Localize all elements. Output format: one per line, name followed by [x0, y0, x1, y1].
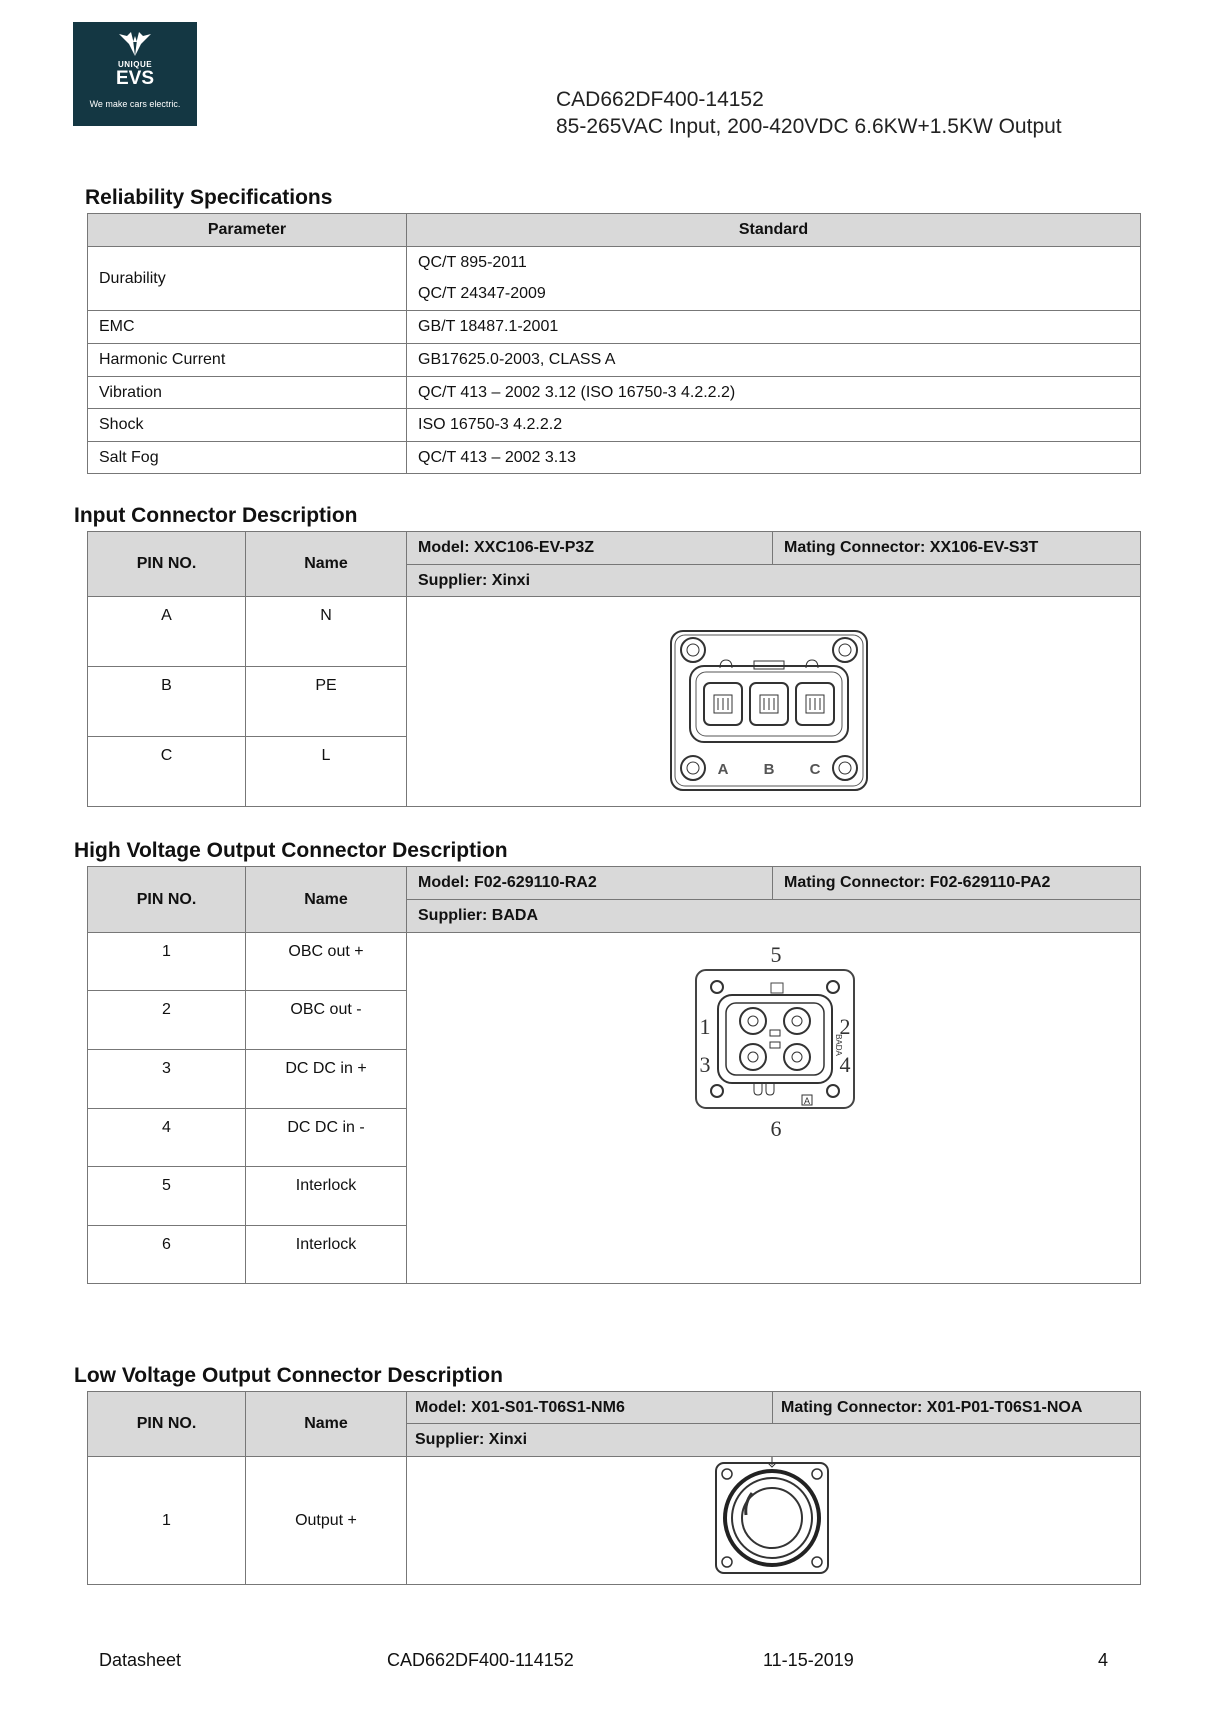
mating-cell: Mating Connector: F02-629110-PA2 [773, 867, 1141, 900]
doc-description: 85-265VAC Input, 200-420VDC 6.6KW+1.5KW Output [556, 115, 1062, 138]
col-header-name: Name [246, 1392, 407, 1457]
pin-cell: 2 [88, 991, 246, 1050]
param-cell: Shock [88, 409, 407, 442]
col-header-pin: PIN NO. [88, 532, 246, 597]
pin-cell: 4 [88, 1109, 246, 1167]
name-cell: N [246, 597, 407, 667]
col-header-name: Name [246, 532, 407, 597]
diagram-label-4: 4 [839, 1052, 851, 1077]
reliability-title: Reliability Specifications [85, 186, 333, 209]
diagram-label-1: 1 [699, 1014, 711, 1039]
lv-connector-diagram [712, 1455, 832, 1577]
reliability-table [87, 213, 1141, 474]
col-header-parameter: Parameter [88, 214, 407, 247]
pin-cell: 1 [88, 1457, 246, 1585]
doc-model-number: CAD662DF400-14152 [556, 88, 764, 111]
pin-cell: 6 [88, 1226, 246, 1284]
standard-cell: ISO 16750-3 4.2.2.2 [407, 409, 1141, 442]
wings-icon [117, 30, 153, 58]
model-cell: Model: X01-S01-T06S1-NM6 [407, 1392, 773, 1424]
table-row [88, 442, 1141, 474]
pin-cell: 1 [88, 933, 246, 991]
name-cell: DC DC in - [246, 1109, 407, 1167]
name-cell: Output + [246, 1457, 407, 1585]
pin-cell: A [88, 597, 246, 667]
mating-cell: Mating Connector: XX106-EV-S3T [773, 532, 1141, 565]
pin-label-a: A [717, 761, 729, 778]
mating-cell: Mating Connector: X01-P01-T06S1-NOA [773, 1392, 1141, 1424]
logo-tagline: We make cars electric. [89, 99, 181, 109]
standard-cell: GB/T 18487.1-2001 [407, 311, 1141, 344]
lv-connector-table [87, 1391, 1141, 1585]
model-cell: Model: F02-629110-RA2 [407, 867, 773, 900]
name-cell: OBC out + [246, 933, 407, 991]
company-logo [73, 22, 197, 126]
supplier-cell: Supplier: Xinxi [407, 1424, 1141, 1457]
standard-cell: GB17625.0-2003, CLASS A [407, 344, 1141, 377]
name-cell: DC DC in + [246, 1050, 407, 1109]
param-cell: EMC [88, 311, 407, 344]
col-header-pin: PIN NO. [88, 867, 246, 933]
pin-label-b: B [763, 761, 775, 778]
input-connector-diagram [668, 628, 870, 793]
diagram-label-2: 2 [839, 1014, 851, 1039]
name-cell: Interlock [246, 1167, 407, 1226]
table-row [88, 1457, 1141, 1585]
table-row [88, 597, 1141, 667]
logo-text-big: EVS [115, 68, 155, 89]
pin-cell: 3 [88, 1050, 246, 1109]
logo-text-small: UNIQUE [117, 60, 153, 69]
pin-cell: 5 [88, 1167, 246, 1226]
standard-cell: QC/T 413 – 2002 3.12 (ISO 16750-3 4.2.2.2) [407, 377, 1141, 409]
param-cell: Vibration [88, 377, 407, 409]
lv-connector-title: Low Voltage Output Connector Description [74, 1364, 503, 1387]
supplier-cell: Supplier: Xinxi [407, 565, 1141, 597]
input-connector-title: Input Connector Description [74, 504, 358, 527]
diagram-brand-label: BADA [834, 1034, 843, 1056]
diagram-mark-a: A [803, 1096, 811, 1106]
footer-label: Datasheet [99, 1650, 182, 1670]
name-cell: PE [246, 667, 407, 737]
standard-cell: QC/T 895-2011 [407, 247, 1141, 279]
pin-cell: B [88, 667, 246, 737]
param-cell: Salt Fog [88, 442, 407, 474]
pin-cell: C [88, 737, 246, 807]
col-header-pin: PIN NO. [88, 1392, 246, 1457]
supplier-cell: Supplier: BADA [407, 900, 1141, 933]
diagram-label-6: 6 [770, 1116, 782, 1140]
model-cell: Model: XXC106-EV-P3Z [407, 532, 773, 565]
table-row [88, 311, 1141, 344]
standard-cell: QC/T 413 – 2002 3.13 [407, 442, 1141, 474]
hv-connector-table [87, 866, 1141, 1284]
table-row [88, 247, 1141, 279]
footer-doc-id: CAD662DF400-114152 [387, 1650, 574, 1670]
pin-label-c: C [809, 761, 821, 778]
input-connector-table [87, 531, 1141, 807]
hv-connector-diagram [690, 940, 860, 1140]
col-header-standard: Standard [407, 214, 1141, 247]
table-row [88, 344, 1141, 377]
name-cell: OBC out - [246, 991, 407, 1050]
table-row [88, 377, 1141, 409]
footer-date: 11-15-2019 [763, 1650, 854, 1670]
table-row [88, 933, 1141, 991]
name-cell: Interlock [246, 1226, 407, 1284]
name-cell: L [246, 737, 407, 807]
param-cell: Durability [88, 247, 407, 311]
table-row [88, 409, 1141, 442]
col-header-name: Name [246, 867, 407, 933]
hv-connector-title: High Voltage Output Connector Description [74, 839, 508, 862]
standard-cell: QC/T 24347-2009 [407, 279, 1141, 311]
diagram-label-3: 3 [699, 1052, 711, 1077]
diagram-label-5: 5 [770, 942, 782, 967]
footer-page-number: 4 [1098, 1650, 1109, 1670]
param-cell: Harmonic Current [88, 344, 407, 377]
